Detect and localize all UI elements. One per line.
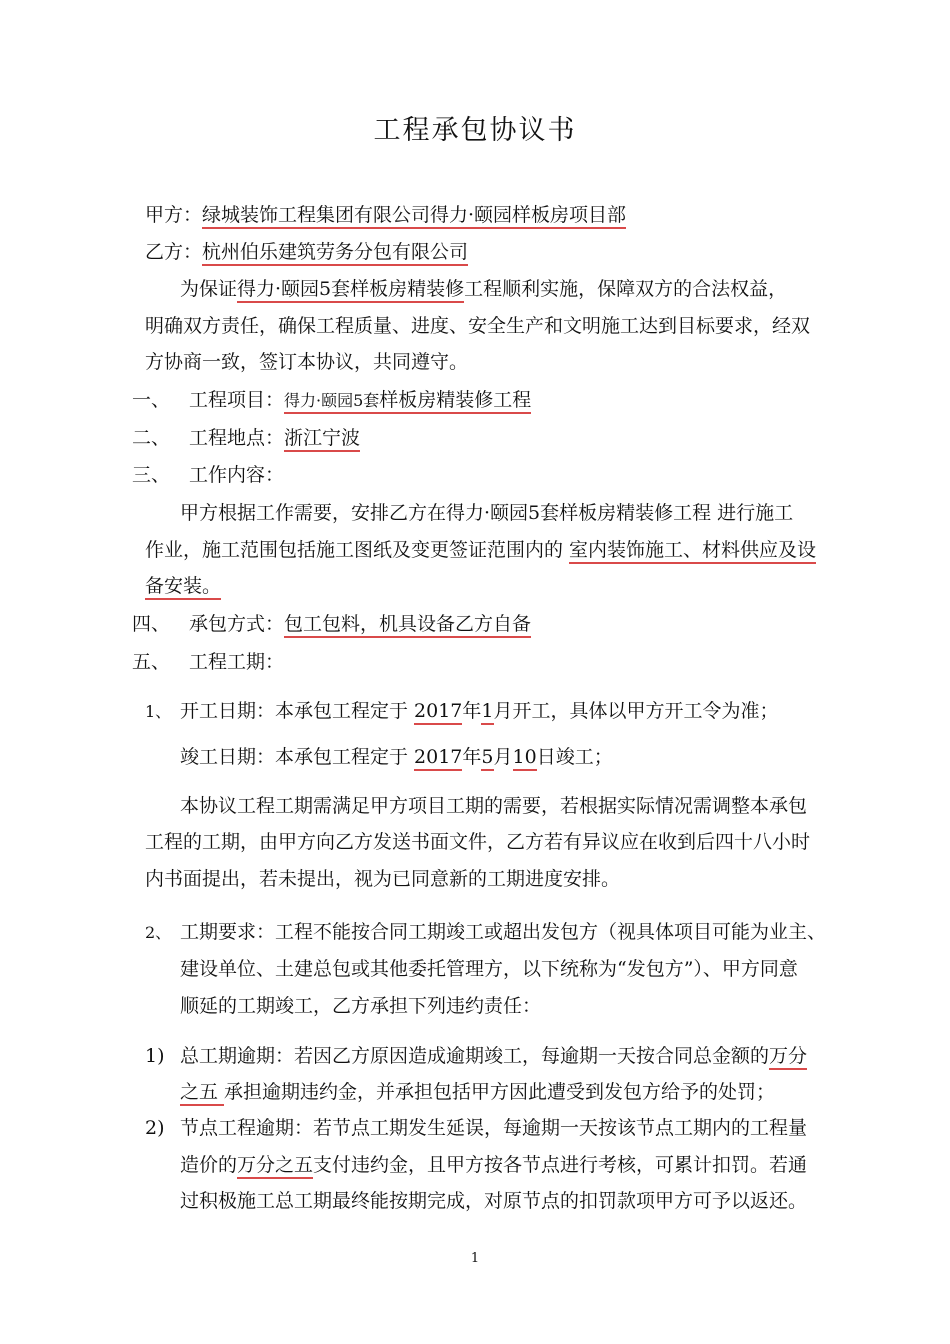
section-4-value: 包工包料，机具设备乙方自备 [284,613,531,638]
item-text: 总工期逾期：若因乙方原因造成逾期竣工，每逾期一天按合同总金额的 [180,1045,770,1067]
item-1-line-1 [145,1044,807,1068]
section-3-scope: 室内装饰施工、材料供应及设 [569,539,816,564]
item-2-line-3: 过积极施工总工期最终能按期完成，对原节点的扣罚款项甲方可予以返还。 [180,1190,808,1212]
item-1-line-2 [180,1080,775,1104]
party-b-name: 杭州伯乐建筑劳务分包有限公司 [202,241,468,266]
section-number: 三、 [132,464,171,486]
item-text: 承担逾期违约金，并承担包括甲方因此遭受到发包方给予的处罚； [224,1081,776,1103]
start-month: 1 [481,700,493,725]
section-1-value-b: 样板房精装修工程 [379,389,532,411]
party-b-line [145,240,468,264]
clause-number: 1、 [145,702,172,721]
clause-1-end [180,745,613,769]
intro-line-1 [180,277,787,301]
end-year: 2017 [414,746,462,771]
clause-number: 2、 [145,923,172,942]
party-a-line [145,203,626,227]
party-a-name: 绿城装饰工程集团有限公司得力·颐园样板房项目部 [202,204,626,229]
clause-2-line-3: 顺延的工期竣工，乙方承担下列违约责任： [180,995,542,1017]
section-label: 工程地点： [189,427,285,449]
clause-2-line-1 [145,920,826,945]
end-day: 10 [513,746,537,771]
section-label: 工作内容： [189,464,285,486]
node-penalty-rate: 万分之五 [237,1154,313,1179]
clause-1-start [145,699,779,724]
clause-text: 年 [462,746,482,768]
item-number: 2) [145,1117,165,1139]
section-3-line-1: 甲方根据工作需要，安排乙方在得力·颐园5套样板房精装修工程 进行施工 [180,502,794,524]
item-number: 1) [145,1045,165,1067]
section-5 [132,650,284,674]
party-a-label: 甲方： [145,204,203,226]
clause-text: 开工日期：本承包工程定于 [180,700,415,722]
section-number: 四、 [132,613,171,635]
item-2-line-1 [145,1116,807,1140]
section-3-line-2 [145,538,816,562]
party-b-label: 乙方： [145,241,203,263]
clause-text: 年 [462,700,482,722]
section-3 [132,463,284,487]
section-4 [132,612,531,636]
clause-text: 月 [493,746,513,768]
clause-text: 工期要求：工程不能按合同工期竣工或超出发包方（视具体项目可能为业主、 [180,921,827,943]
item-text: 支付违约金，且甲方按各节点进行考核，可累计扣罚。若通 [313,1154,808,1176]
section-3-scope-end: 备安装。 [145,575,221,600]
penalty-rate: 万分 [769,1045,807,1070]
section-3-line-3 [145,574,221,598]
section-1-value [284,389,531,414]
clause-text: 月开工，具体以甲方开工令为准； [493,700,779,722]
section-3-text: 作业，施工范围包括施工图纸及变更签证范围内的 [145,539,570,561]
section-number: 五、 [132,651,171,673]
item-text: 造价的 [180,1154,238,1176]
page-number: 1 [470,1251,480,1266]
section-1 [132,388,531,413]
clause-1-para-line-3: 内书面提出，若未提出，视为已同意新的工期进度安排。 [145,868,621,890]
start-year: 2017 [414,700,462,725]
document-title: 工程承包协议书 [373,115,577,146]
section-2 [132,426,360,450]
intro-project-name: 得力·颐园5套样板房精装修 [237,278,464,303]
section-label: 工程工期： [189,651,285,673]
section-label: 工程项目： [189,389,285,411]
section-2-value: 浙江宁波 [284,427,360,452]
clause-2-line-2: 建设单位、土建总包或其他委托管理方，以下统称为“发包方”）、甲方同意 [180,958,798,980]
intro-text: 为保证 [180,278,238,300]
intro-line-3: 方协商一致，签订本协议，共同遵守。 [145,351,469,373]
end-month: 5 [481,746,493,771]
clause-text: 竣工日期：本承包工程定于 [180,746,415,768]
section-label: 承包方式： [189,613,285,635]
clause-1-para-line-2: 工程的工期，由甲方向乙方发送书面文件，乙方若有异议应在收到后四十八小时 [145,831,811,853]
section-number: 一、 [132,389,171,411]
clause-1-para-line-1: 本协议工程工期需满足甲方项目工期的需要，若根据实际情况需调整本承包 [180,795,808,817]
intro-line-2: 明确双方责任，确保工程质量、进度、安全生产和文明施工达到目标要求，经双 [145,315,811,337]
intro-text: 工程顺利实施，保障双方的合法权益， [464,278,788,300]
clause-text: 日竣工； [536,746,613,768]
section-1-value-a: 得力·颐园5套 [284,391,380,410]
penalty-rate-end: 之五 [180,1081,224,1106]
item-text: 节点工程逾期：若节点工期发生延误，每逾期一天按该节点工期内的工程量 [180,1117,808,1139]
item-2-line-2 [180,1153,807,1177]
section-number: 二、 [132,427,171,449]
